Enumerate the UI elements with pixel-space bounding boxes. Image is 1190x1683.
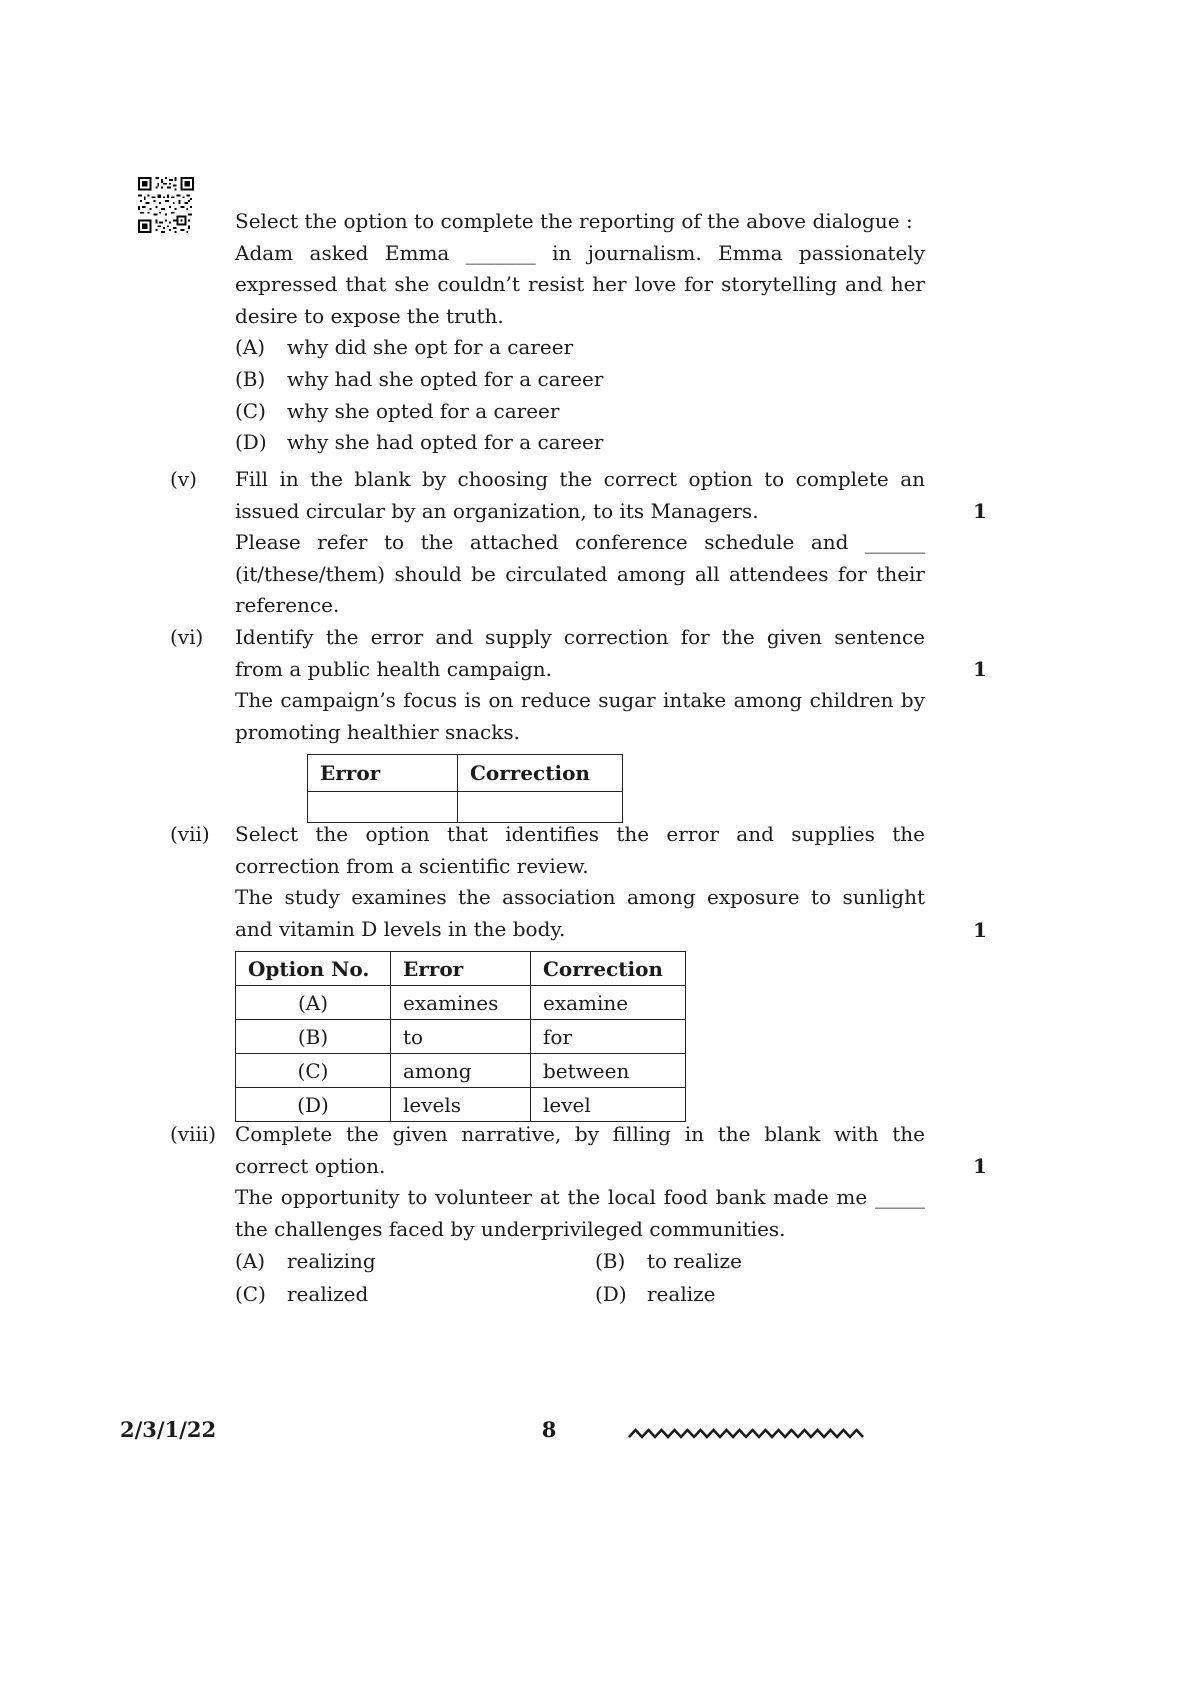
option-letter: (B) [235, 366, 266, 391]
option-no-cell: (C) [236, 1054, 391, 1088]
question-vii [170, 819, 990, 1122]
correction-cell: examine [531, 986, 686, 1020]
option-text: why did she opt for a career [287, 335, 574, 360]
table-row [236, 1020, 686, 1054]
marks-badge: 1 [973, 1154, 987, 1178]
question-text: Please refer to the attached conference schedule and ______ (it/these/them) should be circulated among all attendees for their reference. [235, 530, 925, 618]
page-footer [0, 1417, 1190, 1457]
option-letter: (A) [235, 335, 266, 360]
option-d [235, 427, 925, 459]
question-number: (vii) [170, 822, 210, 846]
option-letter: (C) [235, 1282, 266, 1307]
question-text: Adam asked Emma _______ in journalism. Emma passionately expressed that she couldn’t resist her love for storytelling and her desire to expose the truth. [235, 240, 925, 328]
table-row [236, 986, 686, 1020]
option-text: why she opted for a career [287, 398, 560, 423]
option-letter: (A) [235, 1249, 266, 1274]
correction-cell: level [531, 1088, 686, 1122]
question-v [170, 464, 990, 622]
question-prompt: Select the option that identifies the error and supplies the correction from a scientific review. [235, 822, 925, 878]
table-row [236, 1088, 686, 1122]
error-cell: examines [391, 986, 531, 1020]
table-header-option-no: Option No. [236, 952, 391, 986]
wavy-line [628, 1426, 864, 1440]
question-viii [170, 1119, 990, 1311]
marks-badge: 1 [973, 918, 987, 942]
option-letter: (D) [595, 1282, 627, 1307]
error-cell: to [391, 1020, 531, 1054]
options-grid [235, 1245, 955, 1311]
page-number: 8 [541, 1417, 557, 1442]
correction-cell: for [531, 1020, 686, 1054]
option-text: why she had opted for a career [287, 430, 604, 455]
option-text: why had she opted for a career [287, 366, 604, 391]
error-cell: among [391, 1054, 531, 1088]
option-letter: (C) [235, 398, 266, 423]
table-header-correction: Correction [458, 755, 623, 792]
option-no-cell: (B) [236, 1020, 391, 1054]
question-text: The campaign’s focus is on reduce sugar intake among children by promoting healthier snacks. [235, 688, 925, 744]
option-letter: (D) [235, 430, 267, 455]
option-text: realizing [287, 1249, 376, 1274]
option-b [595, 1245, 955, 1278]
question-prompt: Complete the given narrative, by filling in the blank with the correct option. [235, 1122, 925, 1178]
option-c [235, 396, 925, 428]
option-a [235, 1245, 595, 1278]
option-c [235, 1278, 595, 1311]
table-header-correction: Correction [531, 952, 686, 986]
question-number: (viii) [170, 1122, 217, 1146]
error-cell: levels [391, 1088, 531, 1122]
table-header-error: Error [308, 755, 458, 792]
question-text: The study examines the association among exposure to sunlight and vitamin D levels in the body. [235, 885, 925, 941]
option-text: realized [287, 1282, 369, 1307]
option-error-correction-table [235, 951, 686, 1122]
question-prompt: Fill in the blank by choosing the correct option to complete an issued circular by an organization, to its Managers. [235, 467, 925, 523]
table-header-error: Error [391, 952, 531, 986]
question-reported-speech [170, 206, 990, 459]
marks-badge: 1 [973, 657, 987, 681]
option-b [235, 364, 925, 396]
option-letter: (B) [595, 1249, 626, 1274]
question-number: (v) [170, 467, 197, 491]
question-prompt: Select the option to complete the reporting of the above dialogue : [235, 209, 913, 233]
marks-badge: 1 [973, 499, 987, 523]
question-prompt: Identify the error and supply correction for the given sentence from a public health campaign. [235, 625, 925, 681]
options-list [235, 332, 925, 458]
table-row [236, 1054, 686, 1088]
correction-cell: between [531, 1054, 686, 1088]
option-no-cell: (D) [236, 1088, 391, 1122]
option-text: realize [647, 1282, 716, 1307]
option-d [595, 1278, 955, 1311]
option-no-cell: (A) [236, 986, 391, 1020]
question-text: The opportunity to volunteer at the local food bank made me _____ the challenges faced by underprivileged communities. [235, 1185, 925, 1241]
question-number: (vi) [170, 625, 204, 649]
question-vi [170, 622, 990, 823]
option-a [235, 332, 925, 364]
paper-code: 2/3/1/22 [120, 1417, 217, 1442]
option-text: to realize [647, 1249, 742, 1274]
error-correction-table [307, 754, 623, 823]
